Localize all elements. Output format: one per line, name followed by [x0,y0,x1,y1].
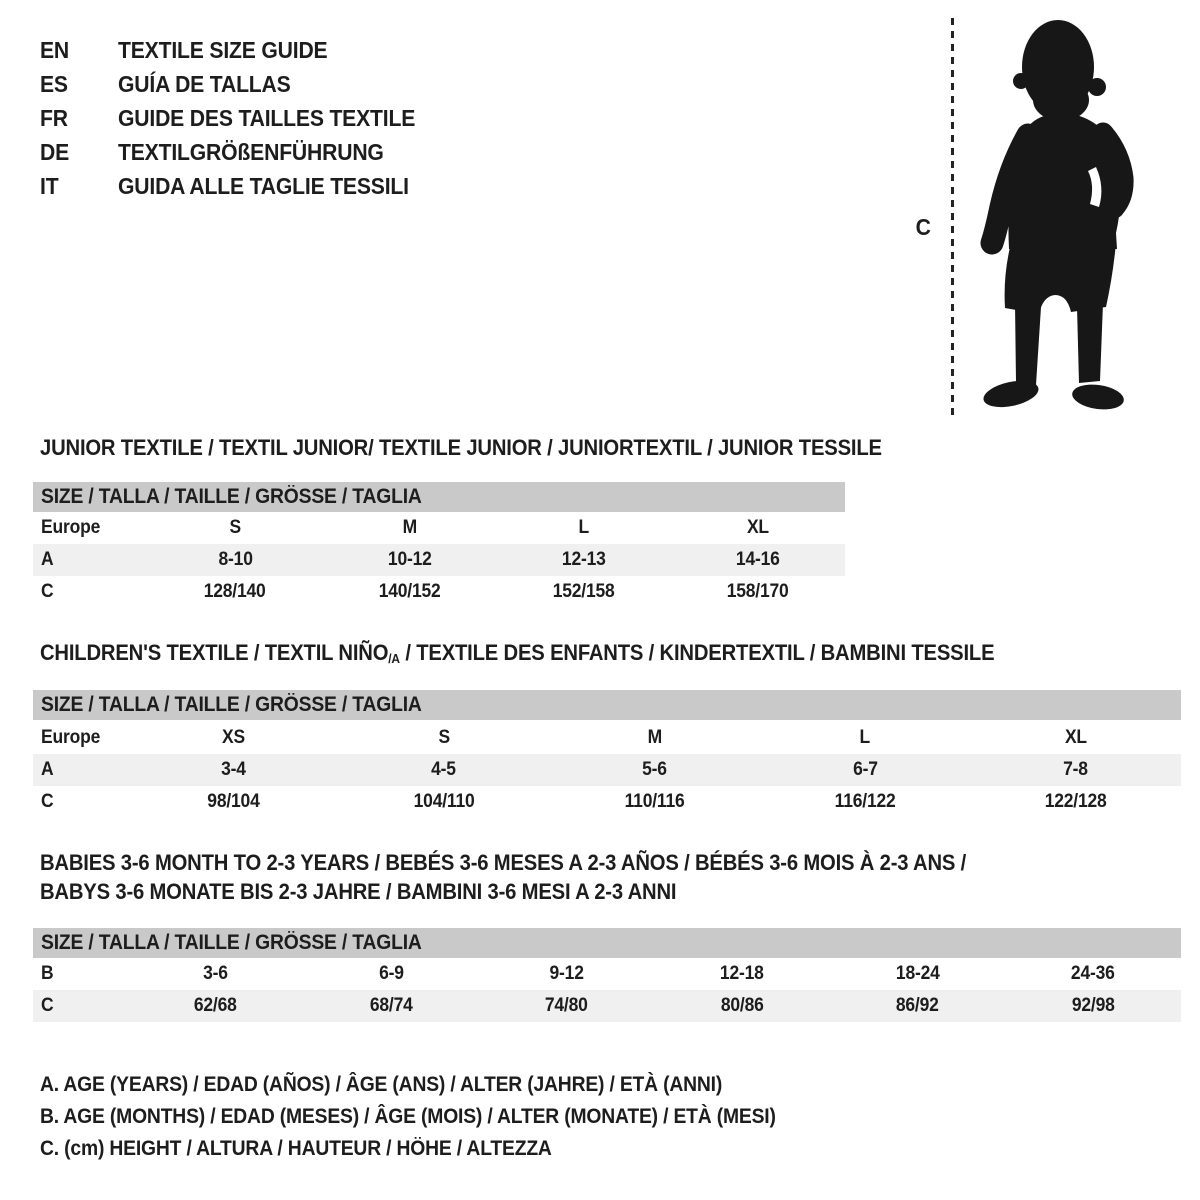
table-row-sizes [33,722,1181,754]
junior-size-header-bar [33,482,845,512]
months-value: 3-6 [203,963,229,984]
table-row-age [33,754,1181,786]
height-value: 98/104 [207,791,260,812]
height-figure [0,0,1200,430]
months-value: 6-9 [378,963,404,984]
language-code: FR [40,104,68,131]
months-value: 9-12 [549,963,584,984]
row-label: B [41,963,54,984]
table-row-sizes [33,512,845,544]
language-code: IT [40,172,59,199]
size-header-text: SIZE / TALLA / TAILLE / GRÖSSE / TAGLIA [41,931,422,954]
legend-text: B. AGE (MONTHS) / EDAD (MESES) / ÂGE (MOIS) / ALTER (MONATE) / ETÀ (MESI) [40,1105,776,1128]
height-value: 110/116 [624,791,685,812]
table-row-age [33,544,845,576]
age-value: 12-13 [561,549,606,570]
title-text-part: / TEXTILE DES ENFANTS / KINDERTEXTIL / BAMBINI TESSILE [399,640,995,665]
junior-section-title [40,436,955,460]
size-column-header: XS [221,727,245,748]
months-value: 18-24 [895,963,940,984]
table-row-height [33,990,1181,1022]
height-value: 140/152 [378,581,441,602]
size-header-text: SIZE / TALLA / TAILLE / GRÖSSE / TAGLIA [41,693,422,716]
months-value: 24-36 [1071,963,1116,984]
height-value: 104/110 [413,791,475,812]
age-value: 14-16 [735,549,780,570]
height-value: 122/128 [1044,791,1107,812]
title-text-part: CHILDREN'S TEXTILE / TEXTIL NIÑO [40,640,389,665]
size-column-header: M [647,727,662,748]
legend-line-age-months [40,1101,840,1133]
children-size-header-bar [33,690,1181,720]
height-value: 62/68 [194,995,238,1016]
age-value: 3-4 [220,759,246,780]
babies-title-line2: BABYS 3-6 MONATE BIS 2-3 JAHRE / BAMBINI 3-6 MESI A 2-3 ANNI [40,879,677,904]
language-code: DE [40,138,70,165]
size-column-header: XL [1064,727,1087,748]
height-value: 152/158 [552,581,615,602]
junior-section-title-text: JUNIOR TEXTILE / TEXTIL JUNIOR/ TEXTILE JUNIOR / JUNIORTEXTIL / JUNIOR TESSILE [40,435,882,460]
age-value: 10-12 [387,549,432,570]
children-section-title [40,641,1077,671]
region-label: Europe [41,727,101,748]
table-row-height [33,786,1181,818]
children-size-table [33,722,1181,818]
age-value: 5-6 [642,759,667,780]
size-column-header: M [402,517,417,538]
age-value: 7-8 [1063,759,1089,780]
children-section-title-text [40,641,994,671]
height-measure-line [951,18,954,416]
table-row-months [33,958,1181,990]
size-column-header: S [229,517,241,538]
legend-line-age-years [40,1069,840,1101]
language-label: GUIDA ALLE TAGLIE TESSILI [118,172,409,199]
age-value: 4-5 [431,759,457,780]
figure-c-label: C [915,214,931,240]
height-value: 80/86 [720,995,764,1016]
babies-size-table [33,958,1181,1022]
size-column-header: L [859,727,871,748]
junior-size-table [33,512,845,608]
title-subscript: /A [388,651,400,666]
babies-section-title [40,848,1047,906]
row-label: C [41,581,54,602]
table-row-height [33,576,845,608]
size-column-header: S [438,727,450,748]
age-value: 6-7 [852,759,878,780]
months-value: 12-18 [720,963,765,984]
legend [40,1069,840,1165]
language-label: TEXTILGRÖßENFÜHRUNG [118,138,384,165]
height-value: 86/92 [896,995,940,1016]
height-value: 92/98 [1071,995,1115,1016]
legend-line-height [40,1133,840,1165]
height-value: 68/74 [369,995,413,1016]
size-column-header: XL [746,517,769,538]
row-label: A [41,759,54,780]
language-code: ES [40,70,68,97]
language-code: EN [40,36,70,63]
height-value: 74/80 [545,995,589,1016]
language-label: TEXTILE SIZE GUIDE [118,36,328,63]
height-value: 116/122 [834,791,896,812]
legend-text: A. AGE (YEARS) / EDAD (AÑOS) / ÂGE (ANS) / ALTER (JAHRE) / ETÀ (ANNI) [40,1073,723,1096]
row-label: C [41,995,54,1016]
row-label: A [41,549,54,570]
toddler-silhouette-icon [967,14,1137,416]
row-label: C [41,791,54,812]
height-value: 128/140 [204,581,267,602]
size-header-text: SIZE / TALLA / TAILLE / GRÖSSE / TAGLIA [41,485,422,508]
language-label: GUÍA DE TALLAS [118,70,291,97]
height-value: 158/170 [726,581,789,602]
language-label: GUIDE DES TAILLES TEXTILE [118,104,416,131]
babies-title-line1: BABIES 3-6 MONTH TO 2-3 YEARS / BEBÉS 3-6 MESES A 2-3 AÑOS / BÉBÉS 3-6 MOIS À 2-3 ANS / [40,850,967,875]
babies-size-header-bar [33,928,1181,958]
size-column-header: L [578,517,589,538]
age-value: 8-10 [217,549,253,570]
region-label: Europe [41,517,101,538]
legend-text: C. (cm) HEIGHT / ALTURA / HAUTEUR / HÖHE / ALTEZZA [40,1137,552,1160]
